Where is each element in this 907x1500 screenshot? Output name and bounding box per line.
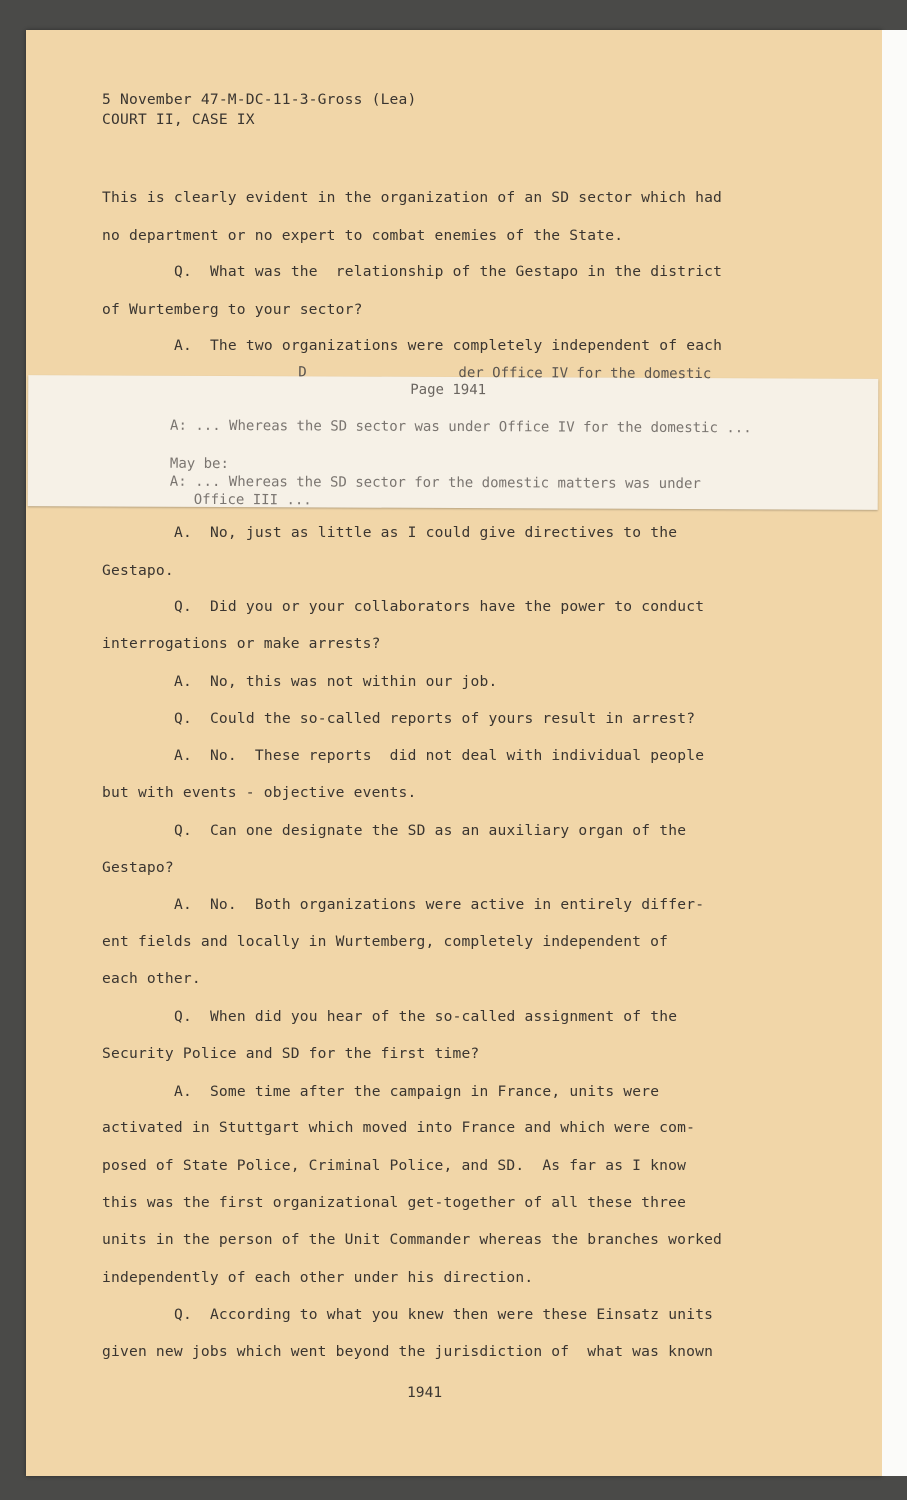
- slip-line-a: A: ... Whereas the SD sector was under Office IV for the domestic ...: [170, 417, 752, 437]
- text-line: independently of each other under his direction.: [102, 1269, 534, 1286]
- slip-page-label: Page 1941: [410, 381, 487, 399]
- slip-cut-text: D der Office IV for the domestic: [298, 364, 712, 383]
- text-line: Q. Could the so-called reports of yours result in arrest?: [174, 710, 696, 727]
- text-line: ent fields and locally in Wurtemberg, completely independent of: [102, 933, 669, 950]
- text-line: of Wurtemberg to your sector?: [102, 301, 363, 318]
- text-line: Q. According to what you knew then were these Einsatz units: [174, 1306, 714, 1323]
- text-line: no department or no expert to combat enemies of the State.: [102, 227, 624, 244]
- text-line: but with events - objective events.: [102, 784, 417, 801]
- text-line: given new jobs which went beyond the jurisdiction of what was known: [102, 1343, 714, 1360]
- text-line: posed of State Police, Criminal Police, and SD. As far as I know: [102, 1157, 687, 1174]
- text-line: This is clearly evident in the organization of an SD sector which had: [102, 189, 723, 206]
- text-line: Q. What was the relationship of the Gestapo in the district: [174, 263, 723, 280]
- text-line: Gestapo.: [102, 562, 174, 579]
- text-line: A. No, just as little as I could give directives to the: [174, 524, 678, 541]
- text-line: activated in Stuttgart which moved into France and which were com-: [102, 1119, 696, 1136]
- text-line: A. The two organizations were completely independent of each: [174, 337, 723, 354]
- text-line: A. No. These reports did not deal with individual people: [174, 747, 705, 764]
- page-number: 1941: [407, 1384, 443, 1401]
- text-line: A. No, this was not within our job.: [174, 673, 498, 690]
- text-line: Security Police and SD for the first time?: [102, 1045, 480, 1062]
- text-line: Q. Can one designate the SD as an auxiliary organ of the: [174, 822, 687, 839]
- header-line-1: 5 November 47-M-DC-11-3-Gross (Lea): [102, 91, 417, 108]
- slip-line-b1: A: ... Whereas the SD sector for the domestic matters was under: [169, 473, 701, 493]
- text-line: units in the person of the Unit Commander whereas the branches worked: [102, 1231, 723, 1248]
- text-line: each other.: [102, 970, 201, 987]
- text-line: interrogations or make arrests?: [102, 635, 381, 652]
- text-line: this was the first organizational get-together of all these three: [102, 1194, 687, 1211]
- scanner-edge: [882, 30, 907, 1476]
- text-line: Q. When did you hear of the so-called assignment of the: [174, 1008, 678, 1025]
- text-line: A. Some time after the campaign in France, units were: [174, 1083, 660, 1100]
- correction-slip: [28, 364, 879, 510]
- slip-line-b2: Office III ...: [193, 491, 312, 509]
- header-line-2: COURT II, CASE IX: [102, 111, 255, 128]
- slip-may-be: May be:: [169, 455, 229, 473]
- text-line: A. No. Both organizations were active in entirely differ-: [174, 896, 705, 913]
- text-line: Gestapo?: [102, 859, 174, 876]
- text-line: Q. Did you or your collaborators have the power to conduct: [174, 598, 705, 615]
